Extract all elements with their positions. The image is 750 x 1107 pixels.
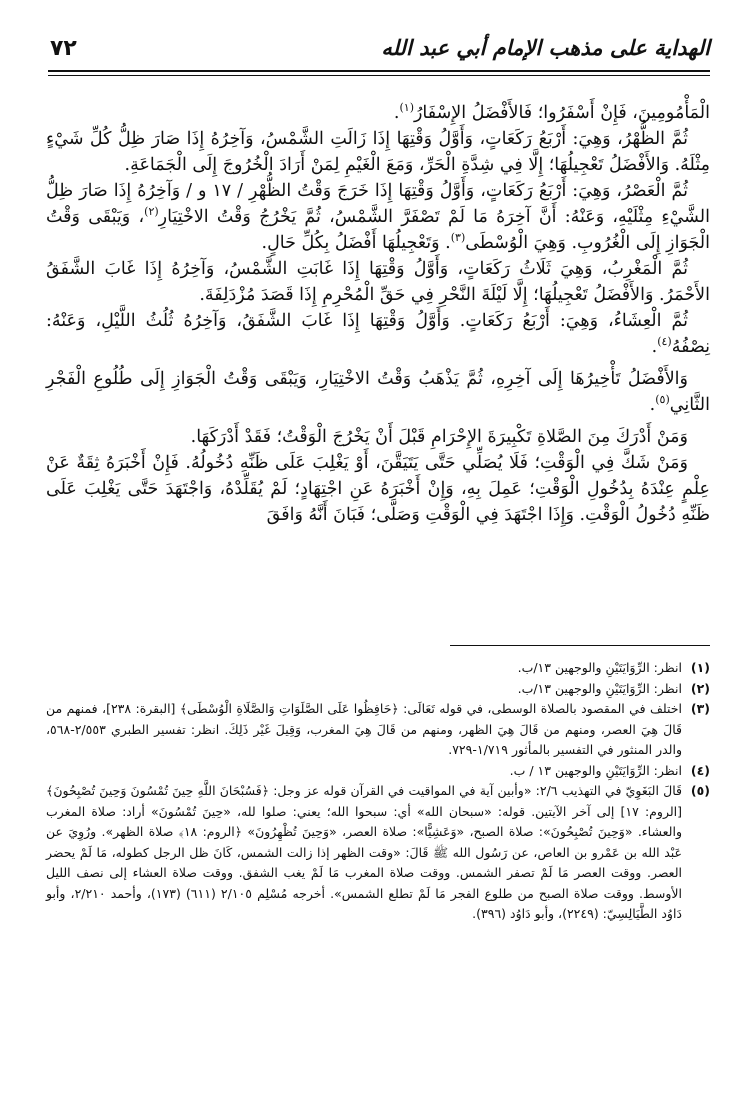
- footnote-number: (١): [690, 660, 710, 675]
- footnotes: [46, 658, 710, 925]
- footnote-text: انظر: الرِّوَايَتَيْنِ والوجهين ١٣/ب.: [517, 660, 682, 675]
- running-title: الهداية على مذهب الإمام أبي عبد الله: [381, 36, 710, 60]
- paragraph: ثُمَّ الظُّهْرُ، وَهِيَ: أَرْبَعُ رَكَعَاتٍ، وَأَوَّلُ وَقْتِهَا إِذَا زَالَتِ الشَّمْسُ، وَآخِرُهُ إِذَا صَارَ ظِلُّ كُلِّ شَيْءٍ مِثْلَهُ. وَالأَفْضَلُ تَعْجِيلُهَا؛ إِلَّا فِي شِدَّةِ الْحَرِّ، وَمَعَ الْغَيْمِ لِمَنْ أَرَادَ الْخُرُوجَ إِلَى الْجَمَاعَةِ.: [46, 129, 710, 175]
- footnote-text: انظر: الرِّوَايَتَيْنِ والوجهين ١٣ / ب.: [509, 762, 682, 778]
- main-text: [46, 100, 710, 528]
- paragraph-text: ثُمَّ الْعَصْرُ، وَهِيَ: أَرْبَعُ رَكَعَاتٍ، وَأَوَّلُ وَقْتِهَا إِذَا خَرَجَ وَقْتُ الظُّهْرِ / ١٧ و / وَآخِرُهُ إِذَا صَارَ ظِلُّ الشَّيْءِ مِثْلَيْهِ، وَعَنْهُ: أَنَّ آخِرَهُ مَا لَمْ تَصْفَرَّ الشَّمْسُ، ثُمَّ يَخْرُجُ وَقْتُ الاخْتِيَارِ: [46, 181, 710, 227]
- paragraph: وَمَنْ شَكَّ فِي الْوَقْتِ؛ فَلَا يُصَلِّي حَتَّى يَتَيَقَّنَ، أَوْ يَغْلِبَ عَلَى ظَنِّهِ دُخُولُهُ. فَإِنْ أَخْبَرَهُ ثِقَةٌ عَنْ عِلْمٍ عِنْدَهُ بِدُخُولِ الْوَقْتِ؛ عَمِلَ بِهِ، وَإِنْ أَخْبَرَهُ عَنِ اجْتِهَادٍ؛ لَمْ يُقَلِّدْهُ، وَاجْتَهَدَ حَتَّى يَغْلِبَ عَلَى ظَنِّهِ دُخُولُ الْوَقْتِ. وَإِذَا اجْتَهَدَ فِي الْوَقْتِ وَصَلَّى؛ فَبَانَ أَنَّهُ وَافَقَ: [46, 453, 710, 525]
- header-rule-thin: [48, 75, 710, 76]
- footnote-ref: (٤): [657, 335, 672, 349]
- paragraph: [46, 308, 710, 360]
- page-header: [48, 34, 710, 78]
- footnote-ref: (٣): [450, 231, 466, 245]
- paragraph-text: الْمَأْمُومِينَ، فَإِنْ أَسْفَرُوا؛ فَالأَفْضَلُ الإِسْفَارُ: [413, 103, 710, 123]
- punctuation: ،: [138, 207, 145, 227]
- paragraph-text: وَيَبْقَى وَقْتُ الْجَوَازِ إِلَى الْغُرُوبِ. وَهِيَ الْوُسْطَى: [46, 207, 710, 253]
- punctuation: .: [651, 337, 658, 357]
- paragraph: [46, 100, 710, 126]
- footnote: [46, 781, 710, 925]
- footnote: [46, 699, 710, 761]
- footnote: [46, 679, 710, 700]
- page-number: ٧٢: [50, 36, 77, 61]
- footnote-ref: (١): [399, 101, 414, 115]
- footnote-text: اختلف في المقصود بالصلاة الوسطى، في قوله تَعَالَى: ﴿حَافِظُوا عَلَى الصَّلَوَاتِ وَالصَّلَاةِ الْوُسْطَى﴾ [البقرة: ٢٣٨]، فمنهم من قَالَ هِيَ العصر، ومنهم من قَالَ هِيَ الظهر، ومنهم من قَالَ هِيَ المغرب، وَقِيلَ غَيْر ذَلِكَ. انظر: تفسير الطبري ٢/٥٥٣-٥٦٨، والدر المنثور في التفسير بالمأثور ١/٧١٩-٧٢٩.: [46, 701, 682, 757]
- footnote-number: (٥): [690, 783, 710, 798]
- header-rule-thick: [48, 70, 710, 72]
- paragraph-text: وَالأَفْضَلُ تَأْخِيرُهَا إِلَى آخِرِهِ، ثُمَّ يَذْهَبُ وَقْتُ الاخْتِيَارِ، وَيَبْقَى وَقْتُ الْجَوَازِ إِلَى طُلُوعِ الْفَجْرِ الثَّانِي: [46, 369, 710, 415]
- paragraph: ثُمَّ الْمَغْرِبُ، وَهِيَ ثَلَاثُ رَكَعَاتٍ، وَأَوَّلُ وَقْتِهَا إِذَا غَابَتِ الشَّمْسُ، وَآخِرُهُ إِذَا غَابَ الشَّفَقُ الأَحْمَرُ. وَالأَفْضَلُ تَعْجِيلُهَا؛ إِلَّا لَيْلَةَ النَّحْرِ فِي حَقِّ الْمُحْرِمِ إِذَا قَصَدَ مُزْدَلِفَةَ.: [46, 259, 710, 305]
- footnote: [46, 761, 710, 782]
- paragraph: وَمَنْ أَدْرَكَ مِنَ الصَّلاةِ تَكْبِيرَةَ الإِحْرَامِ قَبْلَ أَنْ يَخْرُجَ الْوَقْتُ؛ فَقَدْ أَدْرَكَهَا.: [190, 427, 688, 447]
- paragraph-text: ثُمَّ الْعِشَاءُ، وَهِيَ: أَرْبَعُ رَكَعَاتٍ. وَأَوَّلُ وَقْتِهَا إِذَا غَابَ الشَّفَقُ، وَآخِرُهُ ثُلُثُ اللَّيْلِ، وَعَنْهُ: نِصْفُهُ: [46, 311, 710, 357]
- paragraph: [46, 366, 710, 418]
- footnote-text: قَالَ البَغَوِيّ في التهذيب ٢/٦: «وأبين آية في المواقيت في القرآن قوله عز وجل: ﴿فَسُبْحَانَ اللَّهِ حِينَ تُمْسُونَ وَحِينَ تُصْبِحُونَ﴾ [الروم: ١٧] إلى آخر الآيتين. قوله: «سبحان الله» أي: سبحوا الله؛ يعني: صلوا لله، «حِينَ تُمْسُونَ» أراد: صلاة المغرب والعشاء. «وَحِينَ تُصْبِحُونَ»: صلاة الصبح، «وَعَشِيًّا»: صلاة العصر، «وَحِينَ تُظْهِرُونَ» ﴿الروم: ١٨﴾ صلاة الظهر». ورُوِيَ عن عَبْد الله بن عَمْرو بن العاص، عن رَسُول الله ﷺ قَالَ: «وقت الظهر إذا زالت الشمس، كَانَ ظل الرجل كطوله، مَا لَمْ يحضر العصر. ووقت العصر مَا لَمْ تصفر الشمس. ووقت صلاة المغرب مَا لَمْ يغب الشفق. ووقت صلاة العشاء إلى نصف الليل الأوسط. ووقت صلاة الصبح من طلوع الفجر مَا لَمْ تطلع الشمس». أخرجه مُسْلِم ٢/١٠٥ (٦١١) (١٧٣)، وأحمد ٢/٢١٠، وأبو دَاوُد الطَّيَالِسِيّ: (٢٢٤٩)، وأبو دَاوُد (٣٩٦).: [46, 783, 683, 921]
- footnote-ref: (٢): [144, 205, 159, 219]
- footnote-number: (٤): [690, 762, 710, 778]
- punctuation: .: [649, 395, 656, 415]
- footnote-text: انظر: الرِّوَايَتَيْنِ والوجهين ١٣/ب.: [517, 680, 682, 696]
- footnote-number: (٣): [690, 701, 710, 716]
- footnote-ref: (٥): [655, 393, 670, 407]
- footnote: [46, 658, 710, 679]
- punctuation: .: [393, 103, 400, 123]
- paragraph-text: . وَتَعْجِيلُهَا أَفْضَلُ بِكُلِّ حَالٍ.: [261, 233, 451, 253]
- paragraph: [46, 178, 710, 256]
- footnote-separator: [450, 645, 710, 646]
- footnote-number: (٢): [690, 680, 710, 696]
